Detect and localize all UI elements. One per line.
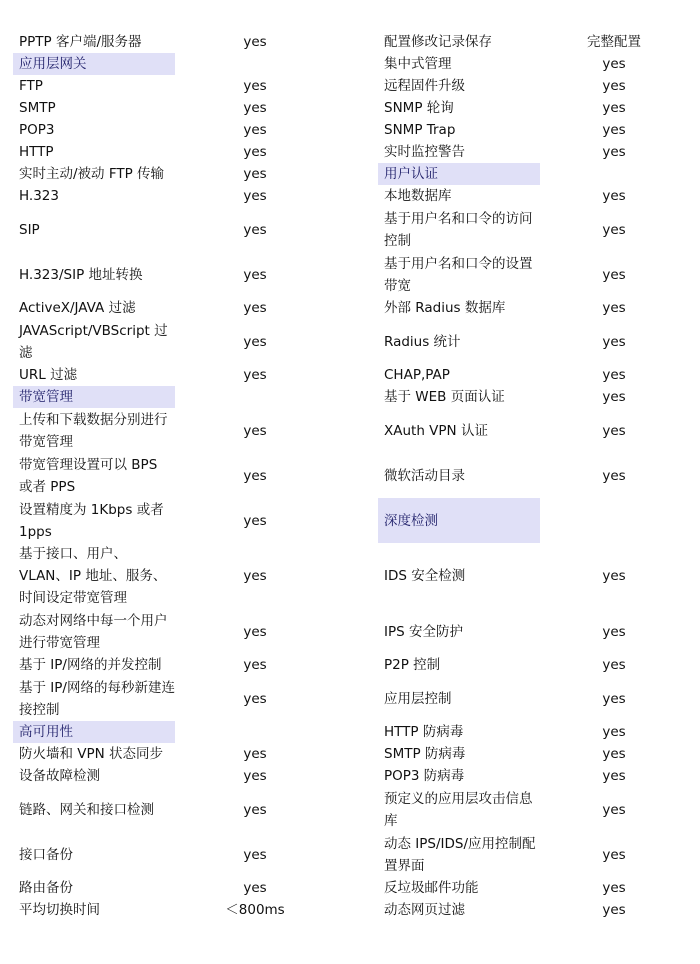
feature-value: yes: [243, 34, 267, 50]
feature-value: yes: [243, 657, 267, 673]
feature-value: yes: [602, 768, 626, 784]
feature-value: yes: [602, 657, 626, 673]
table-row: [13, 743, 353, 765]
table-row: [378, 787, 688, 832]
feature-name: IPS 安全防护: [384, 623, 463, 640]
table-row: [13, 453, 353, 498]
table-row: [378, 765, 688, 787]
table-row: [13, 319, 353, 364]
feature-name: 预定义的应用层攻击信息库: [384, 790, 533, 829]
feature-name: SNMP Trap: [384, 122, 456, 138]
feature-value: yes: [602, 690, 626, 707]
feature-value: yes: [243, 367, 267, 383]
table-row: [13, 408, 353, 453]
feature-value: yes: [243, 122, 267, 138]
section-header-row: [13, 386, 353, 408]
feature-name: 链路、网关和接口检测: [19, 801, 154, 818]
feature-name: SMTP 防病毒: [384, 746, 466, 762]
table-row: [378, 899, 688, 921]
table-row: [378, 364, 688, 386]
table-row: [13, 252, 353, 297]
section-header-row: [378, 163, 688, 185]
feature-value: yes: [243, 100, 267, 116]
table-row: [13, 163, 353, 185]
feature-value: yes: [602, 122, 626, 138]
feature-name: 实时主动/被动 FTP 传输: [19, 166, 165, 182]
feature-name: 远程固件升级: [384, 78, 465, 94]
feature-name: FTP: [19, 78, 43, 94]
feature-name: 平均切换时间: [19, 902, 100, 918]
feature-value: yes: [243, 78, 267, 94]
feature-value: yes: [602, 78, 626, 94]
feature-name: SNMP 轮询: [384, 100, 454, 116]
feature-name: SIP: [19, 221, 40, 238]
table-row: [378, 75, 688, 97]
feature-value: yes: [602, 221, 626, 238]
feature-value: yes: [243, 690, 267, 707]
table-row: [378, 207, 688, 252]
table-row: [13, 877, 353, 899]
table-row: [13, 543, 353, 609]
feature-value: yes: [602, 902, 626, 918]
feature-value: yes: [243, 880, 267, 896]
feature-name: 基于用户名和口令的访问控制: [384, 210, 533, 249]
feature-name: 路由备份: [19, 880, 73, 896]
feature-name: IDS 安全检测: [384, 568, 466, 584]
feature-name: 集中式管理: [384, 56, 452, 72]
section-header-row: [378, 498, 688, 543]
feature-value: yes: [243, 467, 267, 484]
feature-value: yes: [243, 846, 267, 863]
feature-value: yes: [602, 144, 626, 160]
table-row: [13, 654, 353, 676]
table-row: [13, 498, 353, 543]
table-row: [378, 185, 688, 207]
feature-name: 防火墙和 VPN 状态同步: [19, 746, 164, 762]
feature-name: 动态网页过滤: [384, 902, 465, 918]
feature-table-right: [378, 31, 688, 921]
table-row: [378, 408, 688, 453]
section-title: 用户认证: [378, 163, 540, 185]
feature-name: H.323: [19, 188, 59, 204]
feature-name: 本地数据库: [384, 188, 452, 204]
feature-value: yes: [243, 623, 267, 640]
feature-name: 应用层控制: [384, 690, 452, 707]
feature-value: 完整配置: [587, 34, 641, 50]
feature-value: yes: [243, 422, 267, 439]
feature-value: yes: [243, 512, 267, 529]
feature-name: 动态对网络中每一个用户进行带宽管理: [19, 612, 168, 651]
feature-name: 配置修改记录保存: [384, 34, 492, 50]
feature-name: 接口备份: [19, 846, 73, 863]
table-row: [378, 543, 688, 609]
table-row: [378, 654, 688, 676]
feature-name: POP3 防病毒: [384, 768, 465, 784]
feature-name: SMTP: [19, 100, 56, 116]
table-row: [378, 319, 688, 364]
table-row: [13, 31, 353, 53]
feature-name: CHAP,PAP: [384, 367, 450, 383]
table-row: [13, 832, 353, 877]
table-row: [378, 721, 688, 743]
feature-name: XAuth VPN 认证: [384, 422, 488, 439]
feature-value: yes: [602, 623, 626, 640]
table-row: [378, 119, 688, 141]
table-row: [378, 877, 688, 899]
table-row: [378, 386, 688, 408]
feature-value: yes: [243, 568, 267, 584]
table-row: [13, 185, 353, 207]
feature-name: ActiveX/JAVA 过滤: [19, 300, 136, 316]
section-title: 高可用性: [13, 721, 175, 743]
table-row: [13, 765, 353, 787]
table-row: [378, 676, 688, 721]
feature-value: yes: [602, 846, 626, 863]
feature-name: 实时监控警告: [384, 144, 465, 160]
table-row: [378, 31, 688, 53]
feature-name: URL 过滤: [19, 367, 78, 383]
feature-value: yes: [602, 389, 626, 405]
feature-name: 带宽管理设置可以 BPS 或者 PPS: [19, 456, 158, 495]
feature-value: yes: [602, 467, 626, 484]
feature-value: yes: [243, 221, 267, 238]
feature-name: 上传和下载数据分别进行带宽管理: [19, 411, 168, 450]
table-row: [378, 97, 688, 119]
feature-name: HTTP 防病毒: [384, 724, 464, 740]
section-title: 带宽管理: [13, 386, 175, 408]
feature-value: yes: [243, 266, 267, 283]
feature-value: yes: [602, 100, 626, 116]
feature-value: yes: [602, 188, 626, 204]
feature-value: yes: [243, 746, 267, 762]
feature-value: yes: [243, 300, 267, 316]
table-row: [13, 97, 353, 119]
table-row: [13, 787, 353, 832]
feature-value: yes: [602, 367, 626, 383]
table-row: [13, 676, 353, 721]
feature-name: H.323/SIP 地址转换: [19, 266, 143, 283]
feature-name: 设备故障检测: [19, 768, 100, 784]
feature-name: 基于用户名和口令的设置带宽: [384, 255, 533, 294]
section-title: 深度检测: [378, 498, 540, 543]
feature-value: yes: [243, 144, 267, 160]
feature-value: yes: [243, 333, 267, 350]
feature-name: Radius 统计: [384, 333, 461, 350]
table-row: [378, 609, 688, 654]
feature-name: 基于 WEB 页面认证: [384, 389, 505, 405]
table-row: [13, 119, 353, 141]
feature-name: 微软活动目录: [384, 467, 465, 484]
feature-name: 基于 IP/网络的并发控制: [19, 657, 162, 673]
table-row: [13, 609, 353, 654]
table-row: [378, 743, 688, 765]
feature-value: yes: [602, 568, 626, 584]
table-row: [13, 297, 353, 319]
feature-name: PPTP 客户端/服务器: [19, 34, 142, 50]
table-row: [13, 364, 353, 386]
table-row: [378, 832, 688, 877]
table-row: [13, 141, 353, 163]
feature-name: POP3: [19, 122, 55, 138]
feature-value: yes: [602, 333, 626, 350]
feature-value: ＜800ms: [225, 902, 285, 918]
table-row: [378, 53, 688, 75]
section-header-row: [13, 53, 353, 75]
feature-name: 动态 IPS/IDS/应用控制配置界面: [384, 835, 536, 874]
feature-value: yes: [243, 166, 267, 182]
table-row: [13, 75, 353, 97]
feature-table-left: [13, 31, 353, 921]
table-row: [378, 252, 688, 297]
feature-value: yes: [243, 801, 267, 818]
feature-name: HTTP: [19, 144, 54, 160]
table-row: [13, 899, 353, 921]
feature-name: P2P 控制: [384, 657, 441, 673]
feature-value: yes: [243, 768, 267, 784]
feature-value: yes: [243, 188, 267, 204]
feature-name: 基于接口、用户、VLAN、IP 地址、服务、时间设定带宽管理: [19, 546, 167, 606]
section-header-row: [13, 721, 353, 743]
feature-name: 反垃圾邮件功能: [384, 880, 479, 896]
table-row: [13, 207, 353, 252]
feature-value: yes: [602, 422, 626, 439]
feature-name: JAVAScript/VBScript 过滤: [19, 322, 168, 361]
feature-value: yes: [602, 300, 626, 316]
feature-value: yes: [602, 746, 626, 762]
feature-name: 基于 IP/网络的每秒新建连接控制: [19, 679, 175, 718]
table-row: [378, 453, 688, 498]
feature-name: 外部 Radius 数据库: [384, 300, 506, 316]
feature-value: yes: [602, 724, 626, 740]
section-title: 应用层网关: [13, 53, 175, 75]
feature-name: 设置精度为 1Kbps 或者 1pps: [19, 501, 164, 540]
feature-value: yes: [602, 880, 626, 896]
feature-value: yes: [602, 56, 626, 72]
table-row: [378, 297, 688, 319]
feature-value: yes: [602, 801, 626, 818]
table-row: [378, 141, 688, 163]
feature-value: yes: [602, 266, 626, 283]
